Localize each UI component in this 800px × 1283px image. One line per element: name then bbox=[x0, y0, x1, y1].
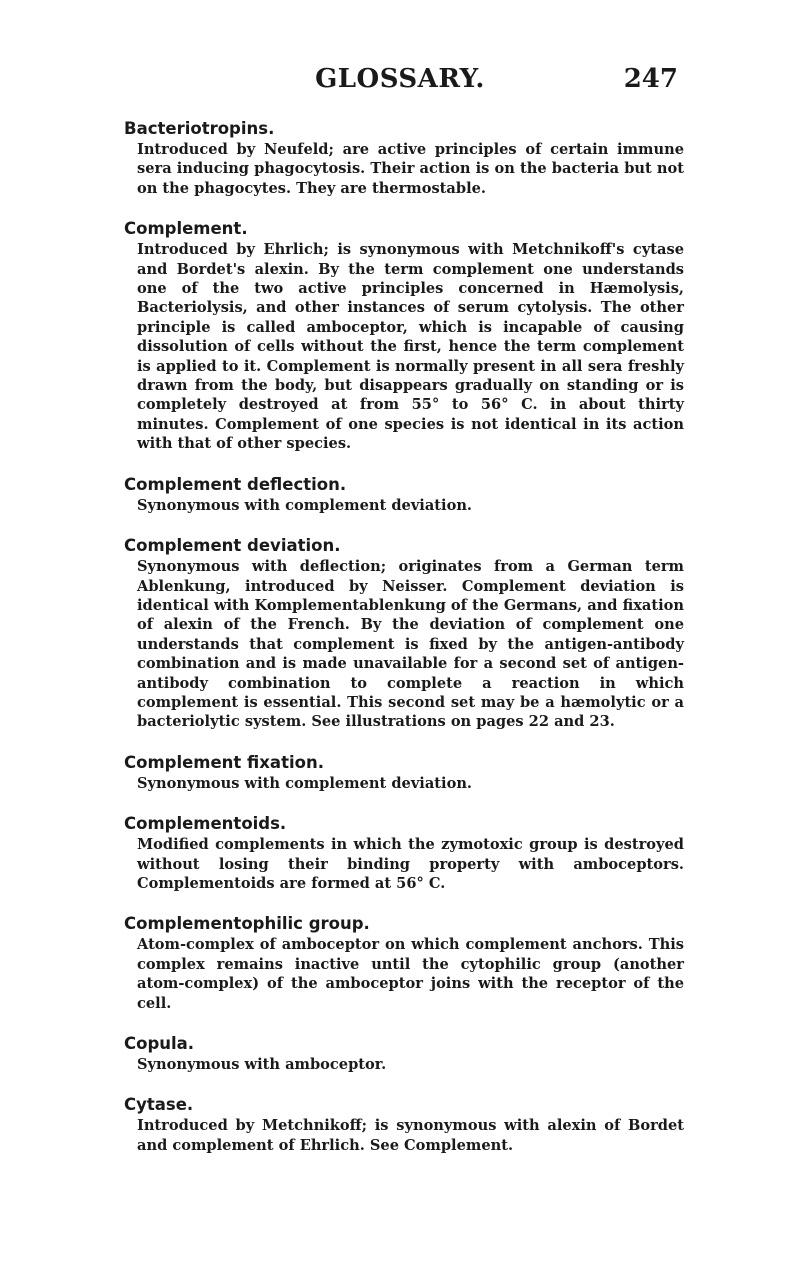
entry-term: Complementophilic group. bbox=[124, 914, 370, 934]
entry-definition: Synonymous with amboceptor. bbox=[137, 1056, 387, 1073]
entry-definition: Introduced by Neufeld; are active principles of certain immune sera inducing phagocytosis. Their action is on the bacteria but not on the phagocytes. They are thermostable. bbox=[137, 141, 684, 197]
entry-definition: Introduced by Metchnikoff; is synonymous with alexin of Bordet and complement of Ehrlich. See Complement. bbox=[137, 1117, 684, 1154]
entry-definition: Synonymous with complement deviation. bbox=[137, 774, 473, 792]
entry-definition: Modified complements in which the zymotoxic group is destroyed without losing their binding property with amboceptors. Complementoids are formed at 56° C. bbox=[137, 836, 684, 892]
entry-definition: Atom-complex of amboceptor on which complement anchors. This complex remains inactive until the cytophilic group (another atom-complex) of the amboceptor joins with the receptor of the cell. bbox=[137, 936, 684, 1012]
glossary-entry bbox=[124, 535, 684, 732]
entry-term: Complement deflection. bbox=[124, 474, 347, 494]
glossary-entry bbox=[124, 1033, 684, 1074]
entry-term: Complement deviation. bbox=[124, 536, 341, 556]
glossary-entry bbox=[124, 813, 684, 893]
page-title: GLOSSARY. bbox=[315, 64, 485, 94]
entry-definition: Introduced by Ehrlich; is synonymous with Metchnikoff's cytase and Bordet's alexin. By the term complement one understands one of the two active principles concerned in Hæmolysis, Bacteriolysis, and other instances of serum cytolysis. The other principle is called amboceptor, which is incapable of causing dissolution of cells without the first, hence the term complement is applied to it. Complement is normally present in all sera freshly drawn from the body, but disappears gradually on standing or is completely destroyed at from 55° to 56° C. in about thirty minutes. Complement of one species is not identical in its action with that of other species. bbox=[137, 241, 684, 453]
entry-term: Copula. bbox=[124, 1034, 195, 1053]
entry-term: Bacteriotropins. bbox=[124, 119, 275, 138]
entry-term: Complement fixation. bbox=[124, 752, 324, 772]
glossary-entry bbox=[124, 218, 684, 453]
entry-definition: Synonymous with deflection; originates from a German term Ablenkung, introduced by Neisser. Complement deviation is identical with Komplementablenkung of the Germans, and fixation of alexin of the French. By the deviation of complement one understands that complement is fixed by the antigen-antibody combination and is made unavailable for a second set of antigen-antibody combination to complete a reaction in which complement is essential. This second set may be a hæmolytic or a bacteriolytic system. See illustrations on pages 22 and 23. bbox=[137, 558, 684, 731]
glossary-entry bbox=[124, 752, 684, 793]
glossary-entry bbox=[124, 1094, 684, 1155]
entry-term: Complement. bbox=[124, 219, 248, 239]
glossary-entry bbox=[124, 474, 684, 515]
page-number: 247 bbox=[623, 64, 678, 94]
entry-term: Cytase. bbox=[124, 1095, 194, 1115]
glossary-entries bbox=[124, 118, 684, 1175]
page-header bbox=[0, 64, 800, 100]
glossary-entry bbox=[124, 913, 684, 1013]
entry-term: Complementoids. bbox=[124, 814, 287, 834]
glossary-entry bbox=[124, 118, 684, 198]
entry-definition: Synonymous with complement deviation. bbox=[137, 496, 473, 514]
